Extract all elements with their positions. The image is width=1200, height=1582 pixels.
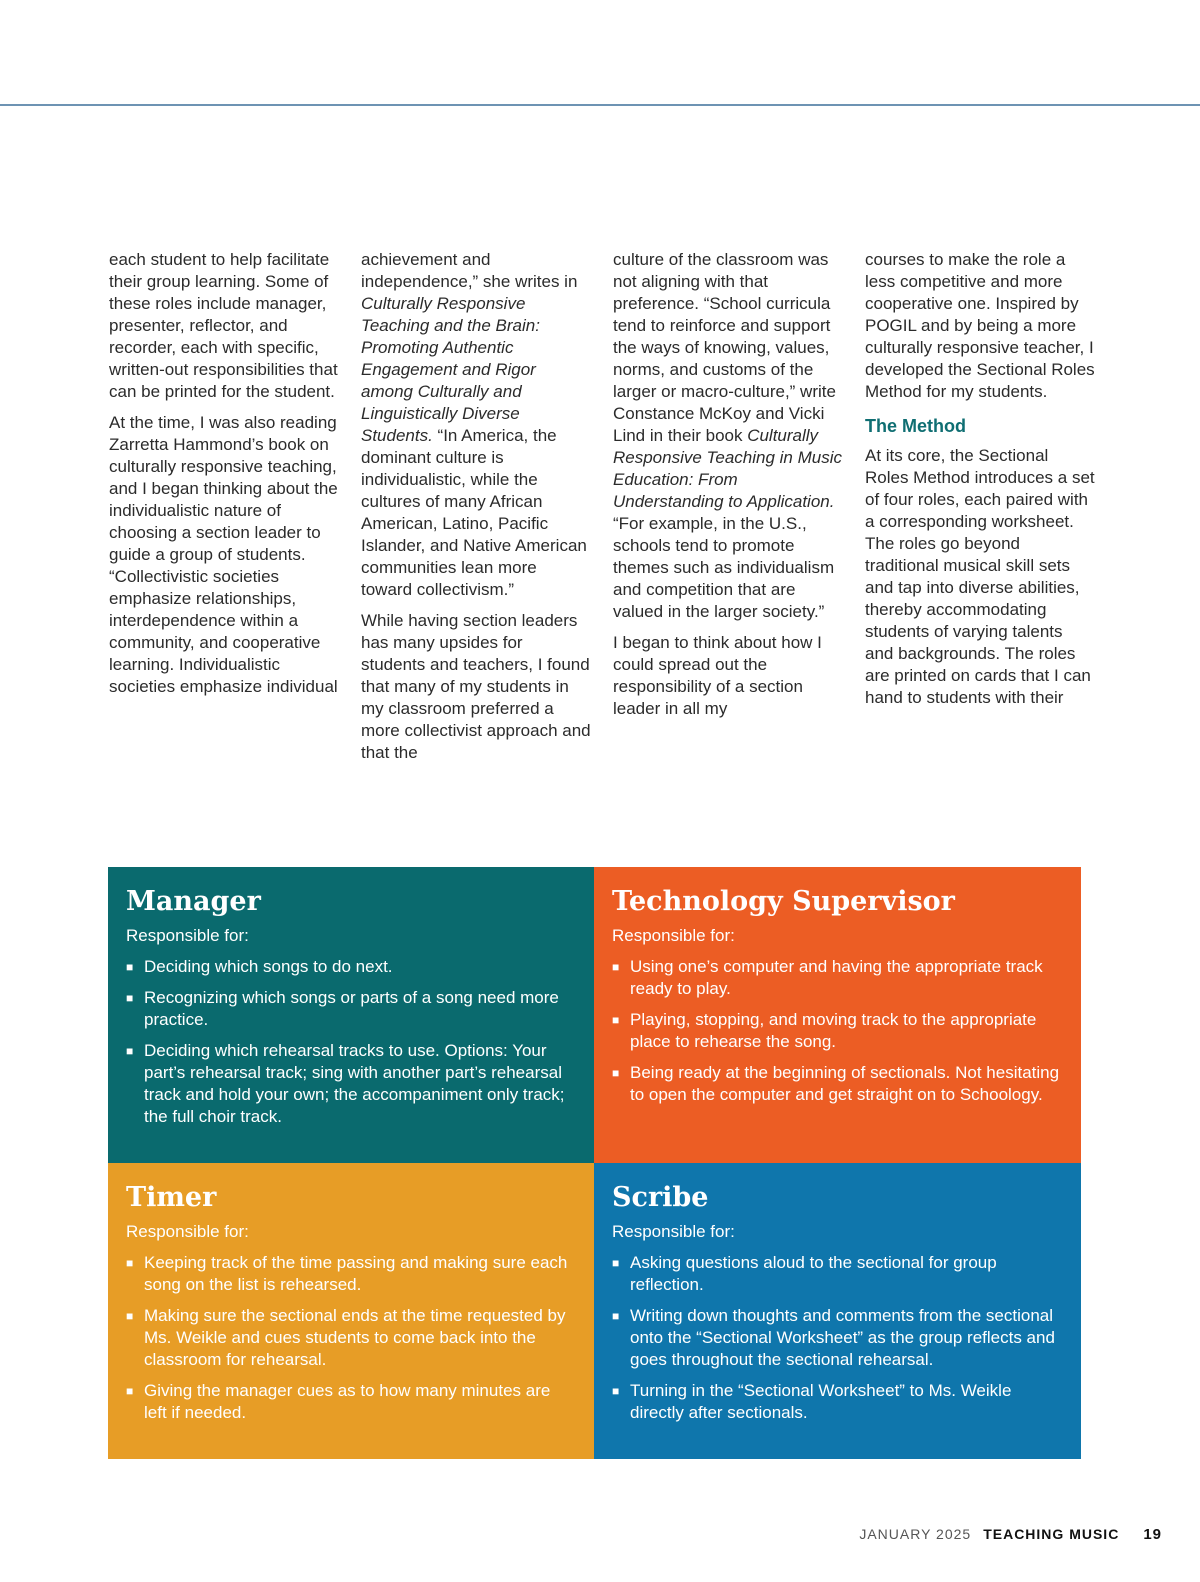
- role-card-timer: [108, 1163, 594, 1459]
- list-item: [612, 1305, 1063, 1371]
- list-item-text: Making sure the sectional ends at the time requested by Ms. Weikle and cues students to come back into the classroom for rehearsal.: [144, 1306, 566, 1369]
- paragraph: At the time, I was also reading Zarretta Hammond’s book on culturally responsive teaching, and I began thinking about the individualistic nature of choosing a section leader to guide a group of students. “Collectivistic societies emphasize relationships, interdependence within a community, and cooperative learning. Individualistic societies emphasize individual: [109, 413, 338, 696]
- list-item: [612, 1009, 1063, 1053]
- role-responsibilities: [126, 956, 576, 1128]
- text-run: culture of the classroom was not aligning with that preference. “School curricula tend to reinforce and support the ways of knowing, values, norms, and customs of the larger or macro-culture,” write Constance McKoy and Vicki Lind in their book: [613, 250, 836, 445]
- list-item: [126, 1305, 576, 1371]
- bullet-icon: ■: [126, 1044, 134, 1058]
- paragraph: [613, 249, 843, 623]
- article-column-4: [865, 249, 1095, 718]
- text-run: achievement and independence,” she writes in: [361, 250, 578, 291]
- list-item-text: Asking questions aloud to the sectional for group reflection.: [630, 1253, 997, 1294]
- role-subtitle: Responsible for:: [612, 1222, 735, 1241]
- list-item: [126, 987, 576, 1031]
- list-item-text: Deciding which rehearsal tracks to use. Options: Your part’s rehearsal track; sing with another part’s rehearsal track and hold your own; the accompaniment only track; the full choir track.: [144, 1041, 565, 1126]
- paragraph: At its core, the Sectional Roles Method introduces a set of four roles, each paired with a corresponding worksheet. The roles go beyond traditional musical skill sets and tap into diverse abilities, thereby accommodating students of varying talents and backgrounds. The roles are printed on cards that I can hand to students with their: [865, 446, 1095, 707]
- text-run: “In America, the dominant culture is individualistic, while the cultures of many African American, Latino, Pacific Islander, and Native American communities lean more toward collectivism.”: [361, 426, 587, 599]
- bullet-icon: ■: [126, 1256, 134, 1270]
- list-item: [612, 1062, 1063, 1106]
- role-title: Manager: [126, 886, 261, 917]
- bullet-icon: ■: [612, 1066, 620, 1080]
- top-divider: [0, 104, 1200, 106]
- list-item-text: Using one’s computer and having the appropriate track ready to play.: [630, 957, 1043, 998]
- role-responsibilities: [612, 956, 1063, 1106]
- bullet-icon: ■: [612, 1309, 620, 1323]
- list-item: [612, 956, 1063, 1000]
- list-item: [612, 1252, 1063, 1296]
- list-item-text: Turning in the “Sectional Worksheet” to Ms. Weikle directly after sectionals.: [630, 1381, 1012, 1422]
- role-subtitle: Responsible for:: [612, 926, 735, 945]
- paragraph: [361, 249, 591, 601]
- role-title: Technology Supervisor: [612, 886, 955, 917]
- list-item-text: Being ready at the beginning of sectionals. Not hesitating to open the computer and get straight on to Schoology.: [630, 1063, 1060, 1104]
- page-footer: [859, 1526, 1162, 1543]
- paragraph: I began to think about how I could spread out the responsibility of a section leader in all my: [613, 633, 822, 718]
- role-card-technology-supervisor: [594, 867, 1081, 1163]
- role-title: Timer: [126, 1182, 217, 1213]
- list-item: [126, 1040, 576, 1128]
- bullet-icon: ■: [612, 1256, 620, 1270]
- bullet-icon: ■: [126, 1384, 134, 1398]
- bullet-icon: ■: [612, 960, 620, 974]
- role-responsibilities: [126, 1252, 576, 1424]
- article-column-1: [109, 249, 339, 707]
- article-column-3: [613, 249, 843, 729]
- list-item-text: Playing, stopping, and moving track to the appropriate place to rehearse the song.: [630, 1010, 1037, 1051]
- text-run: “For example, in the U.S., schools tend to promote themes such as individualism and competition that are valued in the larger society.”: [613, 514, 835, 621]
- section-heading: The Method: [865, 416, 966, 436]
- role-title: Scribe: [612, 1182, 709, 1213]
- bullet-icon: ■: [612, 1384, 620, 1398]
- book-title: Culturally Responsive Teaching in Music Education: From Understanding to Application.: [613, 426, 842, 511]
- role-subtitle: Responsible for:: [126, 926, 249, 945]
- paragraph: each student to help facilitate their group learning. Some of these roles include manager, presenter, reflector, and recorder, each with specific, written-out responsibilities that can be printed for the student.: [109, 250, 338, 401]
- role-card-scribe: [594, 1163, 1081, 1459]
- list-item: [126, 1252, 576, 1296]
- list-item: [126, 1380, 576, 1424]
- paragraph: courses to make the role a less competitive and more cooperative one. Inspired by POGIL and by being a more culturally responsive teacher, I developed the Sectional Roles Method for my students.: [865, 250, 1095, 401]
- list-item: [612, 1380, 1063, 1424]
- list-item-text: Recognizing which songs or parts of a song need more practice.: [144, 988, 559, 1029]
- role-responsibilities: [612, 1252, 1063, 1424]
- paragraph: While having section leaders has many upsides for students and teachers, I found that many of my students in my classroom preferred a more collectivist approach and that the: [361, 611, 591, 762]
- bullet-icon: ■: [126, 1309, 134, 1323]
- list-item-text: Writing down thoughts and comments from the sectional onto the “Sectional Worksheet” as the group reflects and goes throughout the sectional rehearsal.: [630, 1306, 1055, 1369]
- list-item-text: Deciding which songs to do next.: [144, 957, 393, 976]
- bullet-icon: ■: [612, 1013, 620, 1027]
- bullet-icon: ■: [126, 991, 134, 1005]
- magazine-name: TEACHING MUSIC: [983, 1526, 1120, 1542]
- issue-date: JANUARY 2025: [859, 1526, 972, 1542]
- roles-grid: [108, 867, 1081, 1459]
- article-column-2: [361, 249, 591, 773]
- page-number: 19: [1143, 1526, 1162, 1543]
- list-item: [126, 956, 576, 978]
- book-title: Culturally Responsive Teaching and the Brain: Promoting Authentic Engagement and Rigor among Culturally and Linguistically Diverse Students.: [361, 294, 540, 445]
- bullet-icon: ■: [126, 960, 134, 974]
- role-card-manager: [108, 867, 594, 1163]
- role-subtitle: Responsible for:: [126, 1222, 249, 1241]
- list-item-text: Giving the manager cues as to how many minutes are left if needed.: [144, 1381, 551, 1422]
- list-item-text: Keeping track of the time passing and making sure each song on the list is rehearsed.: [144, 1253, 568, 1294]
